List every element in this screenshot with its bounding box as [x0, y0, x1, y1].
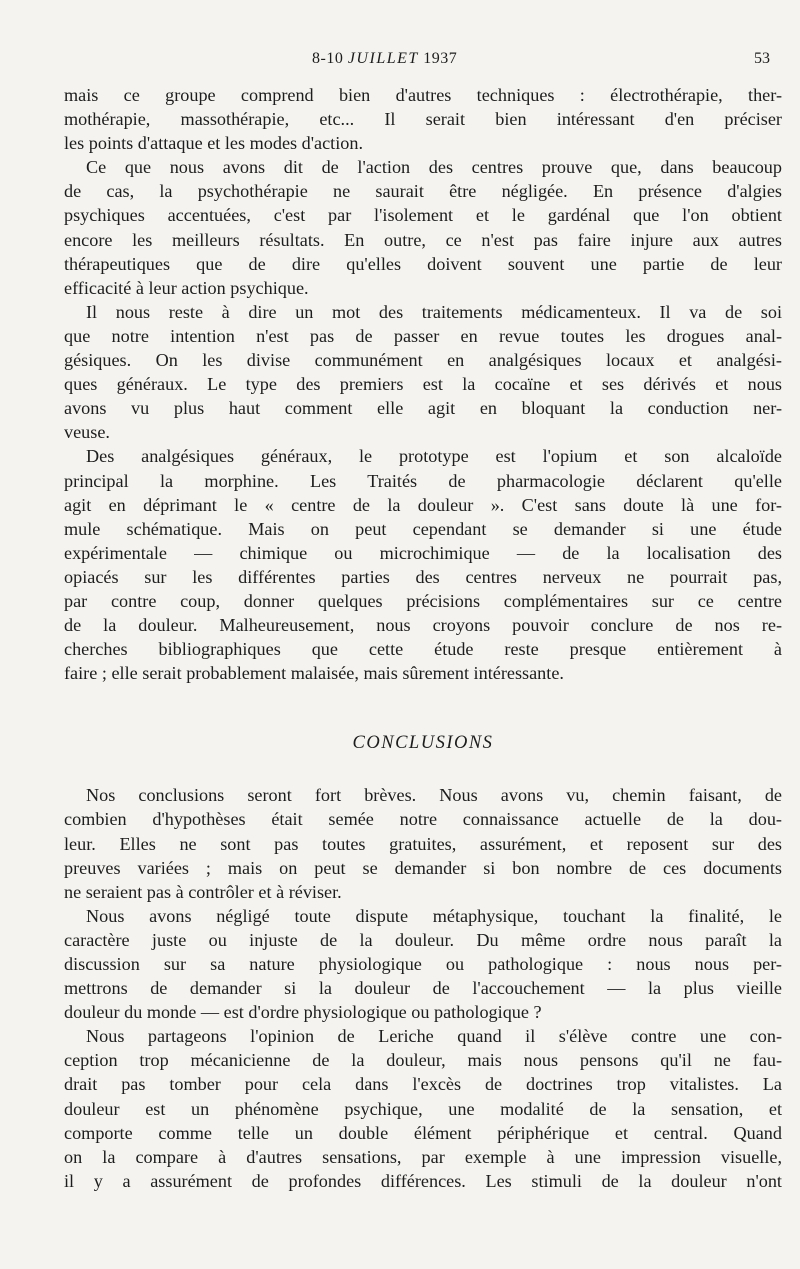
running-header	[0, 50, 800, 72]
header-date-prefix: 8-10	[312, 50, 344, 67]
text-line: mais ce groupe comprend bien d'autres techniques : électrothérapie, ther-	[64, 85, 782, 105]
text-line: par contre coup, donner quelques précisions complémentaires sur ce centre	[64, 590, 782, 611]
text-line: faire ; elle serait probablement malaisée, mais sûrement intéressante.	[64, 663, 564, 684]
text-line: que notre intention n'est pas de passer en revue toutes les drogues anal-	[64, 325, 782, 346]
text-line: leur. Elles ne sont pas toutes gratuites, assurément, et reposent sur des	[64, 833, 782, 854]
text-line: preuves variées ; mais on peut se demander si bon nombre de ces documents	[64, 857, 782, 878]
text-line: discussion sur sa nature physiologique ou pathologique : nous nous per-	[64, 954, 782, 974]
text-line: mettrons de demander si la douleur de l'accouchement — la plus vieille	[64, 978, 782, 999]
text-line: Il nous reste à dire un mot des traitements médicamenteux. Il va de soi	[86, 301, 782, 322]
text-line: psychiques accentuées, c'est par l'isolement et le gardénal que l'on obtient	[64, 205, 782, 226]
text-line: mule schématique. Mais on peut cependant se demander si une étude	[64, 518, 782, 539]
text-line: Nous partageons l'opinion de Leriche quand il s'élève contre une con-	[86, 1026, 782, 1047]
text-line: drait pas tomber pour cela dans l'excès de doctrines trop vitalistes. La	[64, 1074, 782, 1095]
text-line: thérapeutiques que de dire qu'elles doivent souvent une partie de leur	[64, 253, 782, 274]
section-heading-conclusions: CONCLUSIONS	[352, 733, 494, 754]
text-line: cherches bibliographiques que cette étude reste presque entièrement à	[64, 639, 782, 660]
text-line: comporte comme telle un double élément périphérique et central. Quand	[64, 1122, 782, 1143]
page-body	[64, 83, 782, 1193]
text-line: Ce que nous avons dit de l'action des centres prouve que, dans beaucoup	[86, 157, 782, 178]
text-line: agit en déprimant le « centre de la douleur ». C'est sans doute là une for-	[64, 494, 782, 515]
text-line: mothérapie, massothérapie, etc... Il serait bien intéressant d'en préciser	[64, 109, 782, 130]
header-date	[312, 50, 457, 68]
text-line: gésiques. On les divise communément en analgésiques locaux et analgési-	[64, 350, 782, 371]
text-line: veuse.	[64, 422, 110, 443]
text-line: combien d'hypothèses était semée notre connaissance actuelle de la dou-	[64, 809, 782, 830]
text-line: douleur du monde — est d'ordre physiologique ou pathologique ?	[64, 1002, 542, 1023]
text-line: opiacés sur les différentes parties des centres nerveux ne pourrait pas,	[64, 566, 782, 587]
text-line: douleur est un phénomène psychique, une modalité de la sensation, et	[64, 1098, 782, 1119]
text-line: expérimentale — chimique ou microchimique — de la localisation des	[64, 542, 782, 563]
text-line: ne seraient pas à contrôler et à réviser.	[64, 881, 342, 902]
text-line: principal la morphine. Les Traités de pharmacologie déclarent qu'elle	[64, 470, 782, 491]
section-conclusions	[64, 783, 782, 1193]
text-line: ques généraux. Le type des premiers est la cocaïne et ses dérivés et nous	[64, 374, 782, 395]
text-line: il y a assurément de profondes différences. Les stimuli de la douleur n'ont	[64, 1170, 782, 1191]
text-line: les points d'attaque et les modes d'action.	[64, 133, 364, 154]
text-line: de cas, la psychothérapie ne saurait être négligée. En présence d'algies	[64, 181, 782, 202]
text-line: ception trop mécanicienne de la douleur, mais nous pensons qu'il ne fau-	[64, 1050, 782, 1071]
text-line: encore les meilleurs résultats. En outre, ce n'est pas faire injure aux autres	[64, 229, 782, 250]
text-line: de la douleur. Malheureusement, nous croyons pouvoir conclure de nos re-	[64, 615, 782, 636]
text-line: Nous avons négligé toute dispute métaphysique, touchant la finalité, le	[86, 905, 782, 926]
text-line: on la compare à d'autres sensations, par exemple à une impression visuelle,	[64, 1146, 782, 1167]
page-number: 53	[754, 50, 770, 67]
text-line: efficacité à leur action psychique.	[64, 277, 309, 298]
text-line: caractère juste ou injuste de la douleur. Du même ordre nous paraît la	[64, 929, 782, 950]
text-line: avons vu plus haut comment elle agit en bloquant la conduction ner-	[64, 398, 782, 419]
text-line: Nos conclusions seront fort brèves. Nous avons vu, chemin faisant, de	[86, 785, 782, 806]
header-month: JUILLET	[347, 50, 419, 67]
section-treatments	[64, 83, 782, 685]
text-line: Des analgésiques généraux, le prototype est l'opium et son alcaloïde	[86, 446, 782, 467]
header-year: 1937	[423, 50, 458, 67]
